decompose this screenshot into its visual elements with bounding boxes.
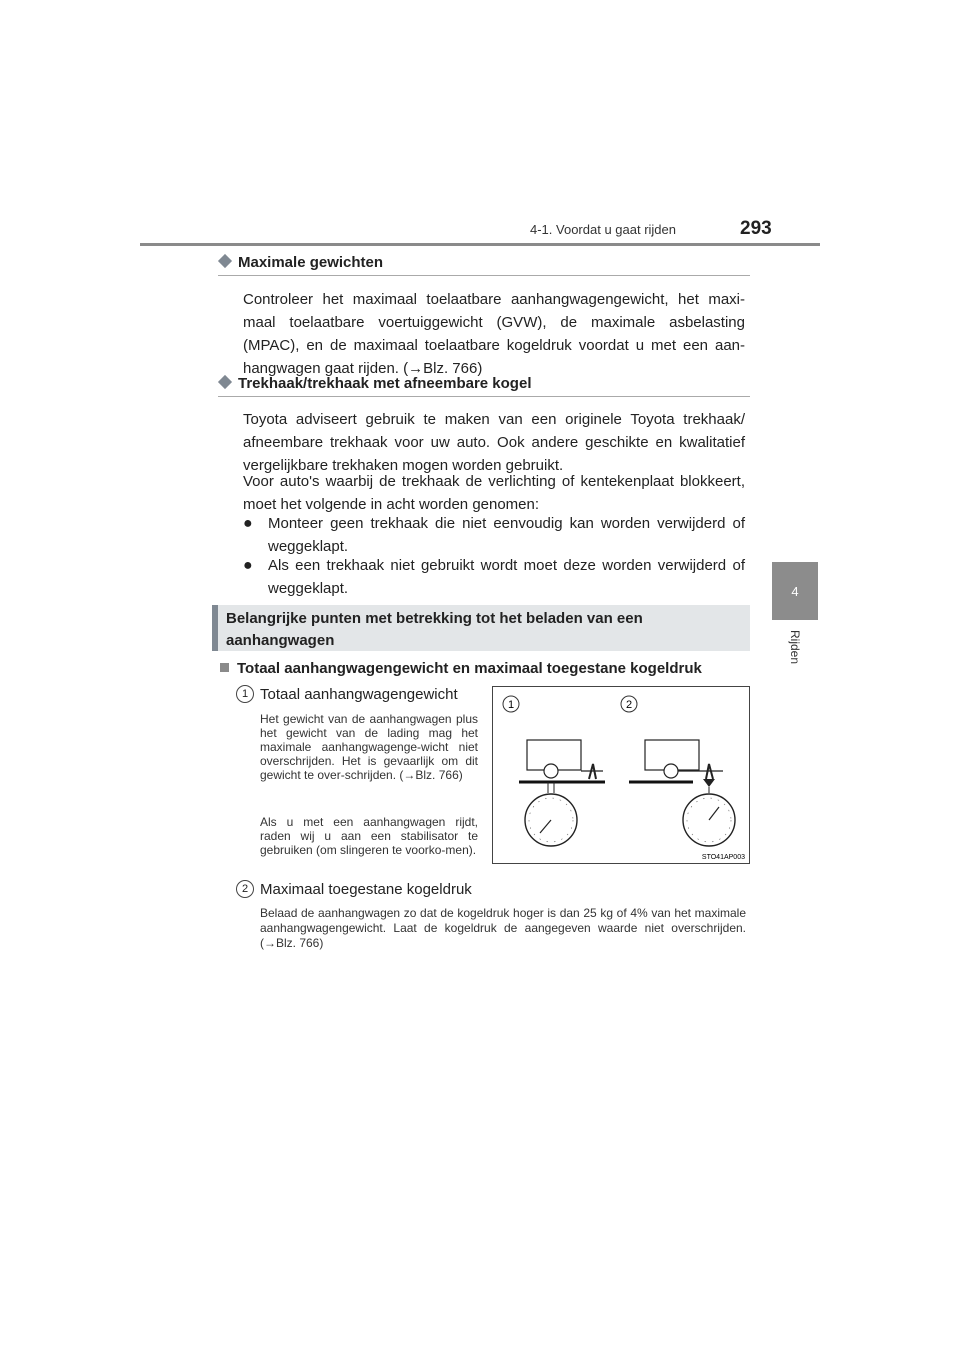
bullet-text: Als een trekhaak niet gebruikt wordt moet deze worden verwijderd of weggeklapt. (268, 557, 745, 597)
bullet-dot-icon: ● (243, 557, 253, 574)
trailer-wheel-left (544, 764, 558, 778)
paragraph-toyota-trekhaak: Toyota adviseert gebruik te maken van een originele Toyota trekhaak/ afneembare trekhaak voor uw auto. Ook andere geschikte en kwalitatief vergelijkbare trekhaken mogen worden gebruikt. (243, 411, 745, 474)
subheading-text: Trekhaak/trekhaak met afneembare kogel (238, 375, 532, 392)
chapter-tab (772, 562, 818, 620)
page-number: 293 (740, 218, 772, 239)
chapter-label: Rijden (788, 630, 802, 665)
paragraph-max-weights: Controleer het maximaal toelaatbare aanhangwagengewicht, het maxi-maal toelaatbare voertuiggewicht (GVW), de maximale asbelasting (MPAC), en de maximaal toelaatbare kogeldruk voordat u met een aan-hangwagen gaat rijden. (→Blz. 766) (243, 291, 745, 377)
bullet-item (243, 554, 745, 600)
section-heading-box (212, 605, 750, 651)
diamond-icon (218, 375, 232, 389)
subheading-text: Maximale gewichten (238, 254, 384, 271)
trailer-scale-illustration (493, 687, 749, 863)
square-subheading (220, 660, 750, 677)
header-rule (140, 243, 820, 246)
trailer-wheel-right (664, 764, 678, 778)
item-desc-1b: Als u met een aanhangwagen rijdt, raden wij u aan een stabilisator te gebruiken (om slingeren te voorko-men). (260, 815, 478, 857)
callout-label-1: 1 (507, 699, 515, 711)
diamond-icon (218, 254, 232, 268)
subheading-maximale-gewichten (218, 254, 750, 276)
figure-code: STO41AP003 (701, 854, 745, 861)
item-number-2: 2 (236, 880, 254, 898)
item-title-1: Totaal aanhangwagengewicht (260, 686, 458, 703)
chapter-label-wrap (786, 630, 806, 680)
item-desc-2: Belaad de aanhangwagen zo dat de kogeldruk hoger is dan 25 kg of 4% van het maximale aanhangwagengewicht. Laat de kogeldruk de aangegeven waarde niet overschrijden. (→Blz. 766) (260, 906, 746, 950)
bullet-text: Monteer geen trekhaak die niet eenvoudig kan worden verwijderd of weggeklapt. (268, 515, 745, 555)
square-subheading-text: Totaal aanhangwagengewicht en maximaal toegestane kogeldruk (237, 660, 702, 677)
item-number-1: 1 (236, 685, 254, 703)
square-bullet-icon (220, 663, 229, 672)
item-title-2: Maximaal toegestane kogeldruk (260, 881, 472, 898)
chapter-number: 4 (791, 584, 799, 599)
trailer-weight-figure (492, 686, 750, 864)
paragraph-blokkeert: Voor auto's waarbij de trekhaak de verlichting of kentekenplaat blokkeert, moet het volgende in acht worden genomen: (243, 473, 745, 513)
item-desc-1a: Het gewicht van de aanhangwagen plus het gewicht van de lading mag het maximale aanhangwagenge-wicht niet overschrijden. Het is gevaarlijk om dit gewicht te over-schrijden. (→Blz. 766) (260, 712, 478, 782)
coupling-ball-right (703, 779, 715, 787)
bullet-item (243, 512, 745, 558)
section-heading: Belangrijke punten met betrekking tot het beladen van een aanhangwagen (226, 610, 643, 649)
bullet-dot-icon: ● (243, 515, 253, 532)
header-section-title: 4-1. Voordat u gaat rijden (530, 222, 676, 237)
subheading-trekhaak (218, 375, 750, 397)
callout-label-2: 2 (625, 699, 633, 711)
